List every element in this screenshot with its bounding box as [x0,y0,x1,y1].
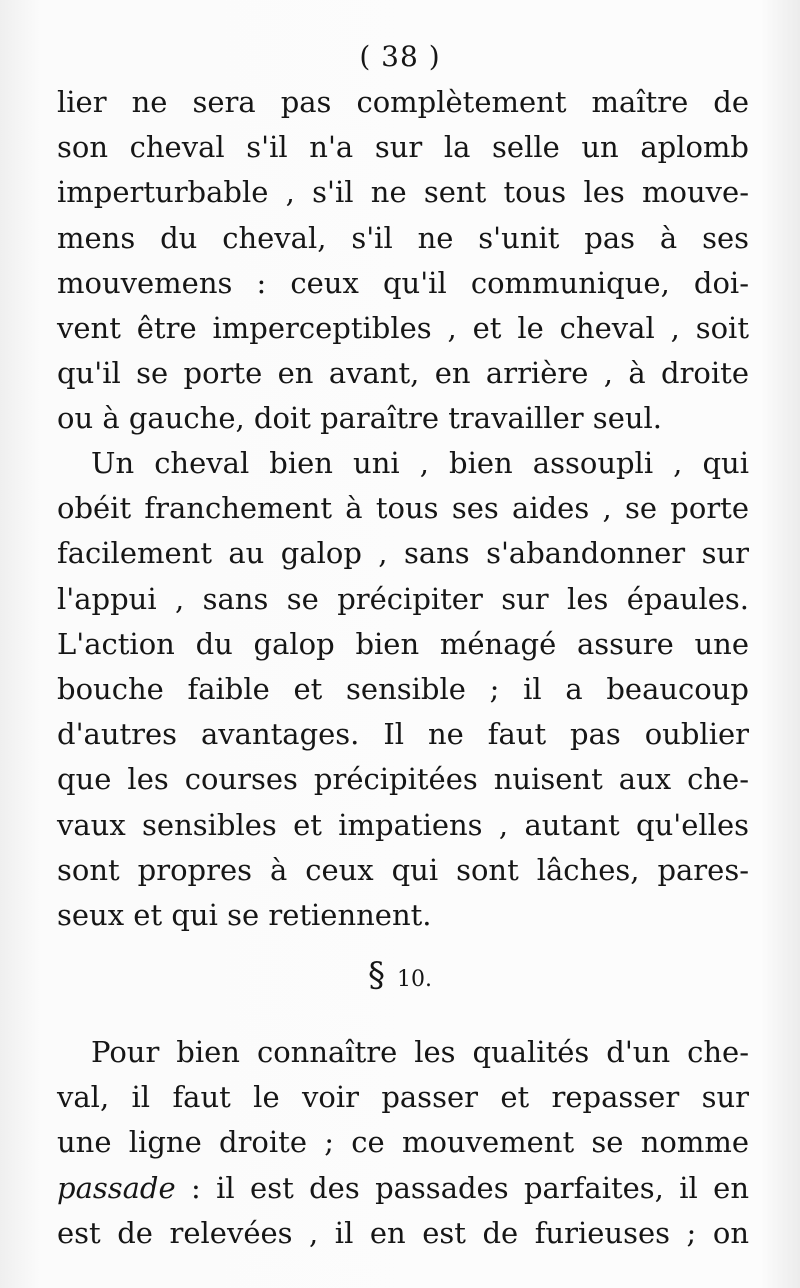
text-line: seux et qui se retiennent. [57,897,432,932]
text-line: obéit franchement à tous ses aides , se porte [57,491,749,526]
text-line: sont propres à ceux qui sont lâches, pares- [57,852,749,887]
text-line: qu'il se porte en avant, en arrière , à droite [57,356,749,391]
text-line: l'appui , sans se précipiter sur les épaules. [57,581,749,616]
paragraph-1 [57,80,749,442]
text-line: vaux sensibles et impatiens , autant qu'elles [57,807,749,842]
text-line: vent être imperceptibles , et le cheval , soit [57,310,749,345]
section-number: 10. [397,967,432,992]
italic-term: passade [57,1170,176,1205]
section-symbol: § [368,955,385,995]
section-heading [0,955,800,995]
text-line: facilement au galop , sans s'abandonner sur [57,536,749,571]
text-line: imperturbable , s'il ne sent tous les mouve- [57,175,749,210]
text-line: que les courses précipitées nuisent aux che- [57,762,749,797]
text-line: mens du cheval, s'il ne s'unit pas à ses [57,220,749,255]
text-line: son cheval s'il n'a sur la selle un aplomb [57,130,749,165]
text-line [57,1166,749,1211]
paragraph-2 [57,441,749,938]
text-line: lier ne sera pas complètement maître de [57,85,749,119]
text-line: L'action du galop bien ménagé assure une [57,626,749,661]
text-fragment: : il est des passades parfaites, il en [175,1170,749,1205]
text-line: Pour bien connaître les qualités d'un che- [91,1035,749,1069]
text-line: val, il faut le voir passer et repasser sur [57,1080,749,1115]
text-line: une ligne droite ; ce mouvement se nomme [57,1125,749,1160]
text-line: mouvemens : ceux qu'il communique, doi- [57,265,749,300]
paragraph-3 [57,1030,749,1256]
text-line: bouche faible et sensible ; il a beaucoup [57,671,749,706]
text-line: ou à gauche, doit paraître travailler seul. [57,401,663,436]
text-line: d'autres avantages. Il ne faut pas oublier [57,717,749,752]
page-number: ( 38 ) [359,40,441,73]
text-line: est de relevées , il en est de furieuses ; on [57,1215,749,1250]
text-line: Un cheval bien uni , bien assoupli , qui [91,446,749,480]
